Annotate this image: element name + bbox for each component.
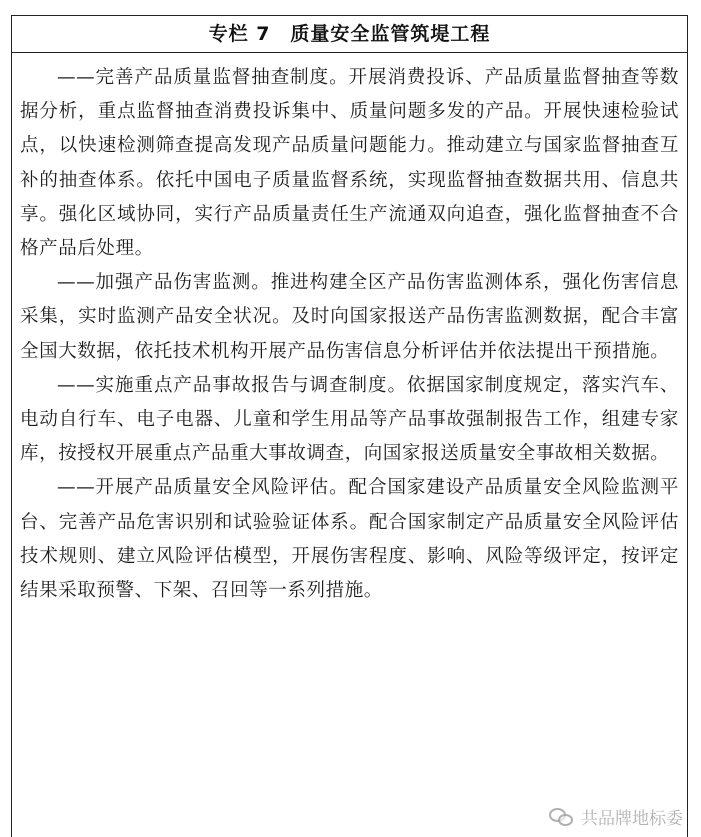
paragraph-quality-inspection: ——完善产品质量监督抽查制度。开展消费投诉、产品质量监督抽查等数据分析，重点监督抽查消费投诉集中、质量问题多发的产品。开展快速检验试点，以快速检测筛查提高发现产品质量问题能力。推动建立与国家监督抽查互补的抽查体系。依托中国电子质量监督系统，实现监督抽查数据共用、信息共享。强化区域协同，实行产品质量责任生产流通双向追查，强化监督抽查不合格产品后处理。: [20, 67, 679, 260]
paragraph-injury-monitoring: ——加强产品伤害监测。推进构建全区产品伤害监测体系，强化伤害信息采集，实时监测产品安全状况。及时向国家报送产品伤害监测数据，配合丰富全国大数据，依托技术机构开展产品伤害信息分析评估并依法提出干预措施。: [20, 272, 679, 362]
column-box: [11, 15, 688, 837]
box-body: [12, 53, 687, 608]
paragraph-risk-assessment: ——开展产品质量安全风险评估。配合国家建设产品质量安全风险监测平台、完善产品危害识别和试验验证体系。配合国家制定产品质量安全风险评估技术规则、建立风险评估模型，开展伤害程度、影响、风险等级评定，按评定结果采取预警、下架、召回等一系列措施。: [20, 477, 679, 602]
box-title: 专栏 7 质量安全监管筑堤工程: [12, 16, 687, 53]
watermark-text: 共品牌地标委: [581, 809, 683, 829]
paragraph-accident-reporting: ——实施重点产品事故报告与调查制度。依据国家制度规定，落实汽车、电动自行车、电子电器、儿童和学生用品等产品事故强制报告工作，组建专家库，按授权开展重点产品重大事故调查，向国家报送质量安全事故相关数据。: [20, 374, 679, 465]
